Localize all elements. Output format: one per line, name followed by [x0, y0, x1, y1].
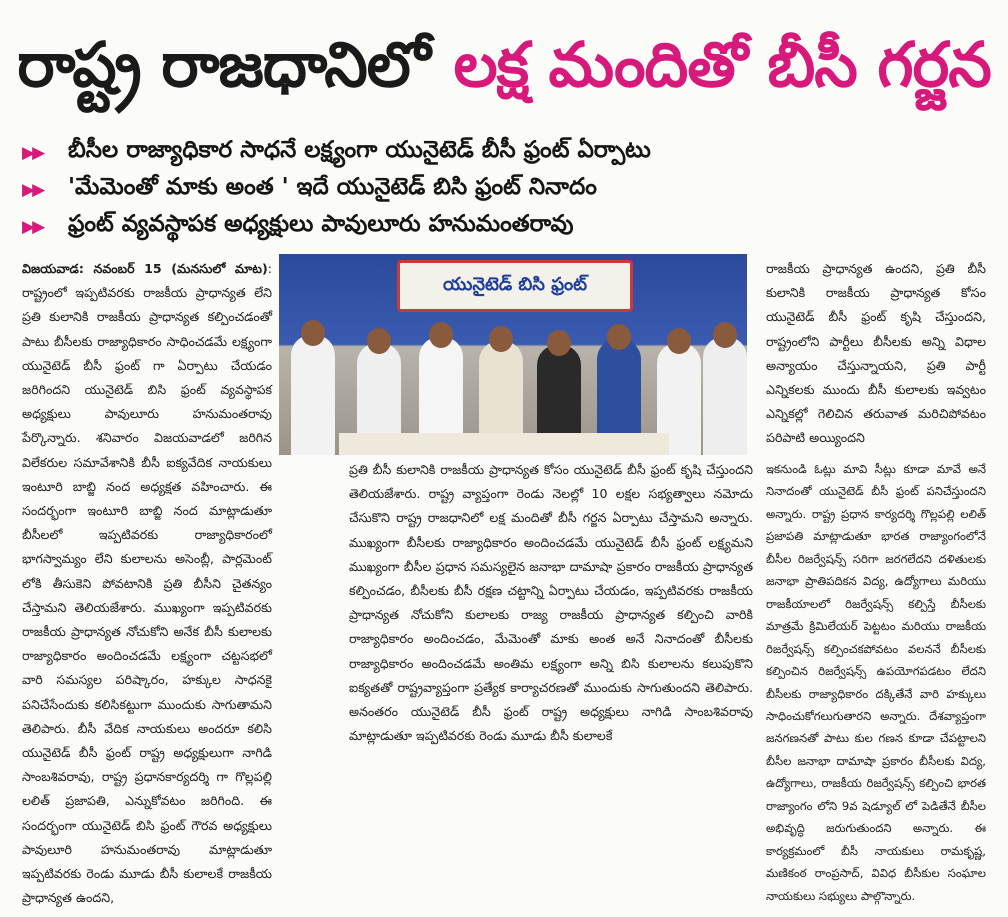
photo-person-head	[667, 328, 691, 354]
headline	[18, 14, 990, 130]
article-column-2	[349, 458, 753, 748]
headline-part-magenta: లక్ష మందితో బీసీ గర్జన	[453, 28, 991, 101]
photo-banner: యునైటెడ్ బిసి ఫ్రంట్	[397, 260, 633, 312]
bullet-item	[22, 134, 982, 171]
photo-person-head	[301, 320, 325, 346]
subheadline-bullets	[22, 134, 982, 245]
photo-person-head	[547, 330, 571, 356]
headline-part-black: రాష్ట్ర రాజధానిలో	[17, 28, 430, 101]
photo-person-head	[607, 324, 631, 350]
article-text	[22, 257, 272, 910]
photo-table	[339, 433, 669, 455]
photo-person	[291, 335, 335, 455]
photo-person-head	[429, 322, 453, 348]
double-arrow-icon: ▶▶	[22, 216, 43, 237]
article-column-3-top	[766, 257, 986, 451]
article-column-1	[22, 257, 272, 910]
photo-person-head	[367, 328, 391, 354]
article-body-3a: రాజకీయ ప్రాధాన్యత ఉందని, ప్రతి బీసీ కులానికి రాజకీయ ప్రాధాన్యత కోసం యునైటెడ్ బీసీ ఫ్రంట్ కృషి చేస్తుందని, రాష్ట్రంలోని పార్టీలు బీసీలకు అన్ని విధాల అన్యాయం చేస్తున్నాయని, ప్రతి పార్టీ ఎన్నికలకు ముందు బీసీ కులాలకు ఇవ్వటం ఎన్నికల్లో గెలిచిన తరువాత మరిచిపోవటం పరిపాటి అయ్యిందని	[766, 261, 986, 446]
double-arrow-icon: ▶▶	[22, 179, 43, 200]
bullet-text: బీసీల రాజ్యాధికార సాధనే లక్ష్యంగా యునైటెడ్ బీసీ ఫ్రంట్ ఏర్పాటు	[68, 136, 651, 163]
article-body-3b: ఇకనుండి ఓట్లు మావి సీట్లు కూడా మావే అనే నినాదంతో యునైటెడ్ బీసీ ఫ్రంట్ పనిచేస్తుందని అన్నారు. రాష్ట్ర ప్రధాన కార్యదర్శి గొల్లపల్లి లలిత్ ప్రజాపతి మాట్లాడుతూ భారత రాజ్యాంగంలోనే బీసీల రిజర్వేషన్స్ సరిగా జరగలేదని దళితులకు జనాభా ప్రాతిపదికన విద్య, ఉద్యోగాలు మరియు రాజకీయాలలో రిజర్వేషన్స్ కల్పిస్తే బీసీలకు మాత్రమే క్రిమిలేయర్ పెట్టటం మరియు రాజకీయ రిజర్వేషన్స్ కల్పించకపోవటం వలననే బీసీలకు కల్పించిన రిజర్వేషన్స్ ఉపయోగపడటం లేదని బీసీలకు రాజ్యాధికారం దక్కితేనే వారి హక్కులు సాధించుకోగలుగుతారని అన్నారు. దేశవ్యాప్తంగా జనగణనతో పాటు కుల గణన కూడా చేపట్టాలని బీసీల జనాభా దామాషా ప్రకారం బీసీలకు విద్య, ఉద్యోగాలు, రాజకీయ రిజర్వేషన్స్ కల్పించి భారత రాజ్యాంగం లోని 9వ షెడ్యూల్ లో పెడితేనే బీసీల అభివృద్ధి జరుగుతుందని అన్నారు. ఈ కార్యక్రమంలో బీసీ నాయకులు రామకృష్ణ, మణికంఠ రాంప్రసాద్, వివిధ బీసీకుల సంఘాల నాయకులు సభ్యులు పాల్గొన్నారు.	[766, 462, 986, 903]
bullet-text: 'మేమెంతో మాకు అంత ' ఇదే యునైటెడ్ బిసి ఫ్రంట్ నినాదం	[68, 173, 597, 200]
article-column-3-bottom	[766, 458, 986, 907]
photo-person-head	[713, 322, 737, 348]
bullet-item	[22, 208, 982, 245]
photo-person	[703, 337, 747, 455]
dateline: విజయవాడ: నవంబర్ 15 (మనసులో మాట)	[22, 261, 268, 276]
double-arrow-icon: ▶▶	[22, 142, 43, 163]
bullet-item	[22, 171, 982, 208]
article-body-2: ప్రతి బీసీ కులానికి రాజకీయ ప్రాధాన్యత కోసం యునైటెడ్ బీసీ ఫ్రంట్ కృషి చేస్తుందని తెలియజేశారు. రాష్ట్ర వ్యాప్తంగా రెండు నెలల్లో 10 లక్షల సభ్యత్వాలు నమోదు చేసుకొని రాష్ట్ర రాజధానిలో లక్ష మందితో బీసీ గర్జన ఏర్పాటు చేస్తామని అన్నారు. ముఖ్యంగా బీసీలకు రాజ్యాధికారం అందించడమే యునైటెడ్ బీసీ ఫ్రంట్ లక్ష్యమని ముఖ్యంగా బీసీల ప్రధాన సమస్యలైన జనాభా దామాషా ప్రకారం రాజకీయ ప్రాధాన్యత కల్పించడం, బీసీలకు బీసీ రక్షణ చట్టాన్ని ఏర్పాటు చేయడం, ఇప్పటివరకు రాజకీయ ప్రాధాన్యత నోచుకోని కులాలకు రాజ్య రాజకీయ ప్రాధాన్యత కల్పించి వారికి రాజ్యాధికారం అందించడం, మేమెంతో మాకు అంత అనే నినాదంతో బీసీలకు రాజ్యాధికారం అందించడమే అంతిమ లక్ష్యంగా అన్ని బిసి కులాలను కలుపుకొని ఐక్యతతో రాష్ట్రవ్యాప్తంగా ప్రత్యేక కార్యాచరణతో ముందుకు సాగుతుందని తెలిపారు. అనంతరం యునైటెడ్ బీసీ ఫ్రంట్ రాష్ట్ర అధ్యక్షులు నాగిడి సాంబశివరావు మాట్లాడుతూ ఇప్పటివరకు రెండు మూడు బీసీ కులాలకే	[349, 462, 753, 744]
bullet-text: ఫ్రంట్ వ్యవస్థాపక అధ్యక్షులు పావులూరు హనుమంతరావు	[68, 210, 574, 237]
photo-person-head	[489, 326, 513, 352]
article-body-1: : రాష్ట్రంలో ఇప్పటివరకు రాజకీయ ప్రాధాన్యత లేని ప్రతి కులానికి రాజకీయ ప్రాధాన్యత కల్పించడంతో పాటు బీసీలకు రాజ్యాధికారం సాధించడమే లక్ష్యంగా యునైటెడ్ బీసీ ఫ్రంట్ గా ఏర్పాటు చేయడం జరిగిందని యునైటెడ్ బిసి ఫ్రంట్ వ్యవస్థాపక అధ్యక్షులు పావులూరు హనుమంతరావు పేర్కొన్నారు. శనివారం విజయవాడలో జరిగిన విలేకరుల సమావేశానికి బీసీ ఐక్యవేదిక నాయకులు ఇంటూరి బాబ్జి నంద అధ్యక్షత వహించారు. ఈ సందర్భంగా ఇంటూరి బాబ్జి నంద మాట్లాడుతూ బీసీలలో ఇప్పటివరకు రాజ్యాధికారంలో భాగస్వామ్యం లేని కులాలను అసెంబ్లీ, పార్లమెంట్ లోకి తీసుకెని పోవటానికి ప్రతి బీసీని చైతన్యం చేస్తామని తెలియజేశారు. ముఖ్యంగా ఇప్పటివరకు రాజకీయ ప్రాధాన్యత నోచుకోని అనేక బీసీ కులాలకు రాజ్యాధికారం అందించడమే లక్ష్యంగా చట్టసభలో వారి సమస్యల పరిష్కారం, హక్కుల సాధనకై పనిచేసేందుకు కలిసికట్టుగా ముందుకు సాగుతామని తెలిపారు. బీసీ వేదిక నాయకులు అందరూ కలిసి యునైటెడ్ బీసీ ఫ్రంట్ రాష్ట్ర అధ్యక్షులుగా నాగిడి సాంబశివరావు, రాష్ట్ర ప్రధానకార్యదర్శి గా గొల్లపల్లి లలిత్ ప్రజాపతి, ఎన్నుకోవటం జరిగింది. ఈ సందర్భంగా యునైటెడ్ బిసి ఫ్రంట్ గౌరవ అధ్యక్షులు పావులూరి హనుమంతరావు మాట్లాడుతూ ఇప్పటివరకు రెండు మూడు బీసీ కులాలకే రాజకీయ ప్రాధాన్యత ఉందని,	[22, 261, 272, 906]
press-meet-photo	[279, 254, 747, 455]
